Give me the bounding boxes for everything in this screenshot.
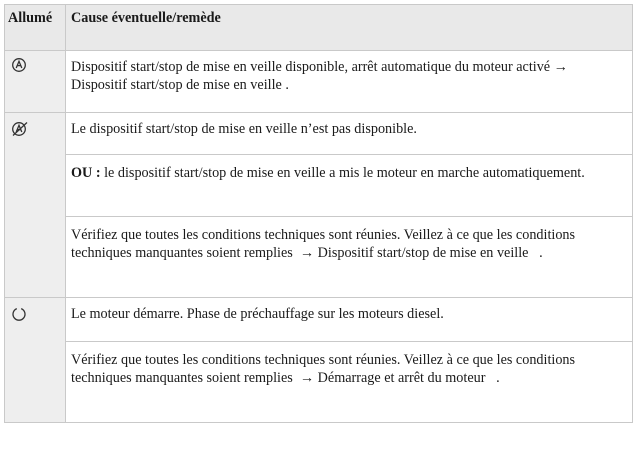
table-row: [5, 51, 633, 113]
symbol-cell: [5, 298, 66, 423]
table-row: [5, 155, 633, 217]
table-header-row: [5, 5, 633, 51]
remedy-text: le dispositif start/stop de mise en veille a mis le moteur en marche automatiquement.: [100, 165, 585, 181]
table-row: [5, 113, 633, 155]
start-stop-available-icon: [11, 57, 27, 73]
remedy-cell: [66, 155, 633, 217]
preheat-circle-icon: [11, 306, 27, 322]
indicator-table: [4, 4, 633, 423]
remedy-text: Vérifiez que toutes les conditions techniques sont réunies. Veillez à ce que les conditions techniques manquantes soient remplies → Dispositif start/stop de mise en veille .: [71, 227, 579, 261]
table-row: [5, 298, 633, 342]
header-allume: Allumé: [5, 5, 66, 51]
header-cause-remede: Cause éventuelle/remède: [66, 5, 633, 51]
or-label: OU :: [71, 165, 101, 181]
remedy-cell: [66, 217, 633, 298]
table-row: [5, 342, 633, 423]
remedy-text: Le moteur démarre. Phase de préchauffage sur les moteurs diesel.: [71, 306, 444, 322]
remedy-text: Dispositif start/stop de mise en veille disponible, arrêt automatique du moteur activé → Dispositif start/stop de mise en veille .: [71, 59, 568, 93]
symbol-cell: [5, 51, 66, 113]
remedy-cell: [66, 342, 633, 423]
table-row: [5, 217, 633, 298]
remedy-cell: [66, 298, 633, 342]
remedy-cell: [66, 113, 633, 155]
symbol-cell: [5, 113, 66, 298]
remedy-text: Vérifiez que toutes les conditions techniques sont réunies. Veillez à ce que les conditions techniques manquantes soient remplies → Démarrage et arrêt du moteur .: [71, 352, 579, 386]
remedy-cell: [66, 51, 633, 113]
remedy-text: Le dispositif start/stop de mise en veille n’est pas disponible.: [71, 121, 417, 137]
start-stop-unavailable-icon: [11, 121, 29, 137]
